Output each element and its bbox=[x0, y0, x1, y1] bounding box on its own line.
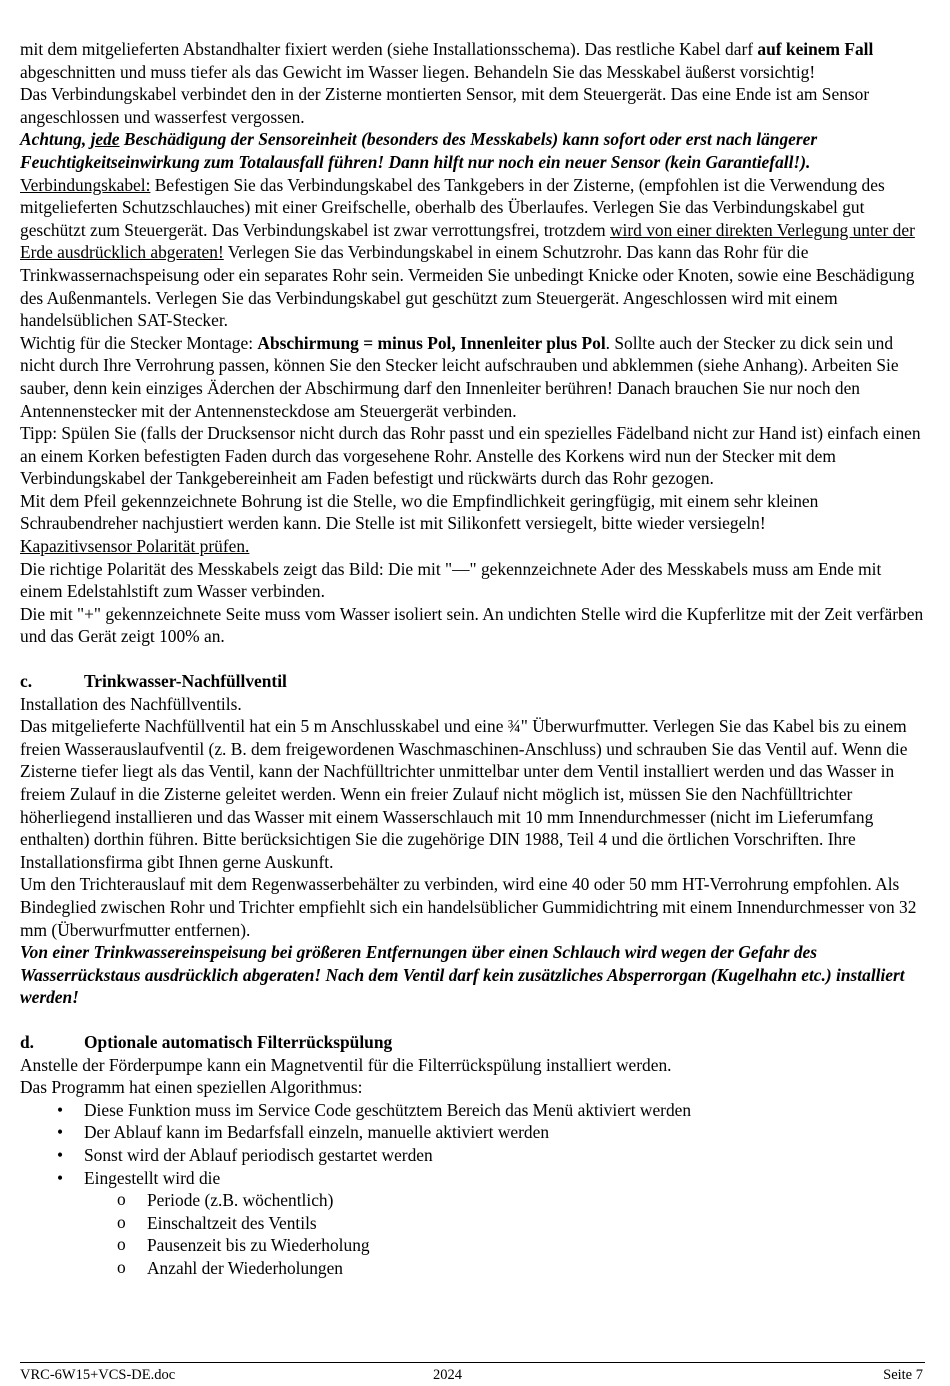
paragraph-polarity-note: Die mit "+" gekennzeichnete Seite muss vom Wasser isoliert sein. An undichten Stelle wird die Kupferlitze mit der Zeit verfärben und das Gerät zeigt 100% an. bbox=[20, 603, 924, 647]
page-footer bbox=[20, 1362, 925, 1385]
footer-page-number: Seite 7 bbox=[883, 1367, 923, 1383]
paragraph-tip: Tipp: Spülen Sie (falls der Drucksensor nicht durch das Rohr passt und ein spezielles Fädelband nicht zur Hand ist) einfach einen an einem Korken befestigten Faden durch das vorgesehene Rohr. Anstelle des Korkens wird nun der Stecker mit dem Verbindungskabel der Tankgebereinheit am Faden befestigt und rückwärts durch das Rohr gezogen. bbox=[20, 423, 921, 489]
footer-filename: VRC-6W15+VCS-DE.doc bbox=[20, 1367, 176, 1383]
circle-bullet-icon: o bbox=[117, 1211, 126, 1232]
list-item: • Eingestellt wird die bbox=[57, 1167, 221, 1188]
circle-bullet-icon: o bbox=[117, 1256, 126, 1277]
sub-list-item: o Pausenzeit bis zu Wiederholung bbox=[117, 1234, 370, 1256]
bold-warning: auf keinem Fall bbox=[757, 39, 874, 59]
bullet-icon: • bbox=[57, 1122, 64, 1143]
paragraph-valve-install: Installation des Nachfüllventils. bbox=[20, 693, 242, 714]
section-heading-d: d. Optionale automatisch Filterrückspülung bbox=[20, 1031, 393, 1052]
warning-paragraph-valve: Von einer Trinkwassereinspeisung bei größeren Entfernungen über einen Schlauch wird wegen der Gefahr des Wasserrückstaus ausdrücklich abgeraten! Nach dem Ventil darf kein zusätzliches Absperrorgan (Kugelhahn etc.) installiert werden! bbox=[20, 942, 905, 1008]
paragraph-cable-routing: Verbindungskabel: Befestigen Sie das Verbindungskabel des Tankgebers in der Zisterne, (empfohlen ist die Verwendung des mitgelieferten Schutzschlauches) mit einer Greifschelle, oberhalb des Überlaufes. Verlegen Sie das Verbindungskabel gut geschützt zum Steuergerät. Das Verbindungskabel ist zwar verrottungsfrei, trotzdem wird von einer direkten Verlegung unter der Erde ausdrücklich abgeraten! Verlegen Sie das Verbindungskabel in einem Schutzrohr. Das kann das Rohr für die Trinkwassernachspeisung oder ein separates Rohr sein. Vermeiden Sie unbedingt Knicke oder Knoten, sowie eine Beschädigung des Außenmantels. Verlegen Sie das Verbindungskabel gut geschützt zum Steuergerät. Angeschlossen wird mit einem handelsüblichen SAT-Stecker. bbox=[20, 174, 915, 331]
list-item: • Diese Funktion muss im Service Code geschütztem Bereich das Menü aktiviert werden bbox=[57, 1099, 692, 1120]
paragraph-funnel: Um den Trichterauslauf mit dem Regenwasserbehälter zu verbinden, wird eine 40 oder 50 mm HT-Verrohrung empfohlen. Als Bindeglied zwischen Rohr und Trichter empfiehlt sich ein handelsüblicher Gummidichtring mit einem Innendurchmesser von 32 mm (Überwurfmutter entfernen). bbox=[20, 874, 917, 940]
paragraph-measuring-cable: mit dem mitgelieferten Abstandhalter fixiert werden (siehe Installationsschema). Das restliche Kabel darf auf keinem Fall abgeschnitten und muss tiefer als das Gewicht im Wasser liegen. Behandeln Sie das Messkabel äußerst vorsichtig! bbox=[20, 39, 874, 82]
bullet-icon: • bbox=[57, 1167, 64, 1188]
list-item: • Der Ablauf kann im Bedarfsfall einzeln, manuelle aktiviert werden bbox=[57, 1122, 550, 1143]
list-item: • Sonst wird der Ablauf periodisch gestartet werden bbox=[57, 1144, 433, 1165]
sub-list-item: o Periode (z.B. wöchentlich) bbox=[117, 1189, 334, 1211]
section-heading-c: c. Trinkwasser-Nachfüllventil bbox=[20, 671, 287, 692]
paragraph-adjustment: Mit dem Pfeil gekennzeichnete Bohrung ist die Stelle, wo die Empfindlichkeit geringfügig, mit einem sehr kleinen Schraubendreher nachjustiert werden kann. Die Stelle ist mit Silikonfett versiegelt, bitte wieder versiegeln! bbox=[20, 490, 819, 534]
circle-bullet-icon: o bbox=[117, 1234, 126, 1255]
bullet-icon: • bbox=[57, 1099, 64, 1120]
document-page bbox=[20, 38, 925, 1279]
bullet-list bbox=[20, 1099, 925, 1189]
sub-list-item: o Anzahl der Wiederholungen bbox=[117, 1256, 344, 1278]
paragraph-connection-cable: Das Verbindungskabel verbindet den in der Zisterne montierten Sensor, mit dem Steuergerät. Das eine Ende ist am Sensor angeschlossen und wasserfest vergossen. bbox=[20, 84, 870, 127]
footer-year: 2024 bbox=[433, 1367, 462, 1383]
sub-list-item: o Einschaltzeit des Ventils bbox=[117, 1211, 317, 1233]
paragraph-filter-intro: Anstelle der Förderpumpe kann ein Magnetventil für die Filterrückspülung installiert werden. bbox=[20, 1054, 672, 1075]
paragraph-polarity: Die richtige Polarität des Messkabels zeigt das Bild: Die mit "—" gekennzeichnete Ader des Messkabels muss am Ende mit einem Edelstahlstift zum Wasser verbinden. bbox=[20, 558, 882, 602]
bullet-icon: • bbox=[57, 1144, 64, 1165]
paragraph-connector-mounting: Wichtig für die Stecker Montage: Abschirmung = minus Pol, Innenleiter plus Pol. Sollte auch der Stecker zu dick sein und nicht durch Ihre Verrohrung passen, können Sie den Stecker leicht aufschrauben und abklemmen (siehe Anhang). Arbeiten Sie sauber, denn kein einziges Äderchen der Abschirmung darf den Innenleiter berühren! Danach brauchen Sie nur noch den Antennenstecker mit der Antennensteckdose am Steuergerät verbinden. bbox=[20, 332, 899, 421]
warning-paragraph: Achtung, jede Beschädigung der Sensoreinheit (besonders des Messkabels) kann sofort oder erst nach längerer Feuchtigkeitseinwirkung zum Totalausfall führen! Dann hilft nur noch ein neuer Sensor (kein Garantiefall!). bbox=[20, 129, 818, 172]
paragraph-valve-details: Das mitgelieferte Nachfüllventil hat ein 5 m Anschlusskabel und eine ¾" Überwurfmutter. Verlegen Sie das Kabel bis zu einem freien Wasserauslaufventil (z. B. dem freigewordenen Waschmaschinen-Anschluss) und schrauben Sie das Ventil auf. Wenn die Zisterne tiefer liegt als das Ventil, kann der Nachfülltrichter unmittelbar unter dem Ventil installiert werden und das Wasser in freiem Zulauf in die Zisterne geleitet werden. Wenn ein freier Zulauf nicht möglich ist, müssen Sie den Nachfülltrichter höherliegend installieren und das Wasser mit einem Wasserschlauch mit 10 mm Innendurchmesser (nicht im Lieferumfang enthalten) dorthin führen. Bitte berücksichtigen Sie die zugehörige DIN 1988, Teil 4 und die örtlichen Vorschriften. Ihre Installationsfirma gibt Ihnen gerne Auskunft. bbox=[20, 716, 908, 872]
circle-bullet-icon: o bbox=[117, 1189, 126, 1210]
subheading-polarity: Kapazitivsensor Polarität prüfen. bbox=[20, 536, 250, 557]
paragraph-algorithm: Das Programm hat einen speziellen Algorithmus: bbox=[20, 1077, 363, 1098]
sub-bullet-list bbox=[20, 1189, 925, 1279]
